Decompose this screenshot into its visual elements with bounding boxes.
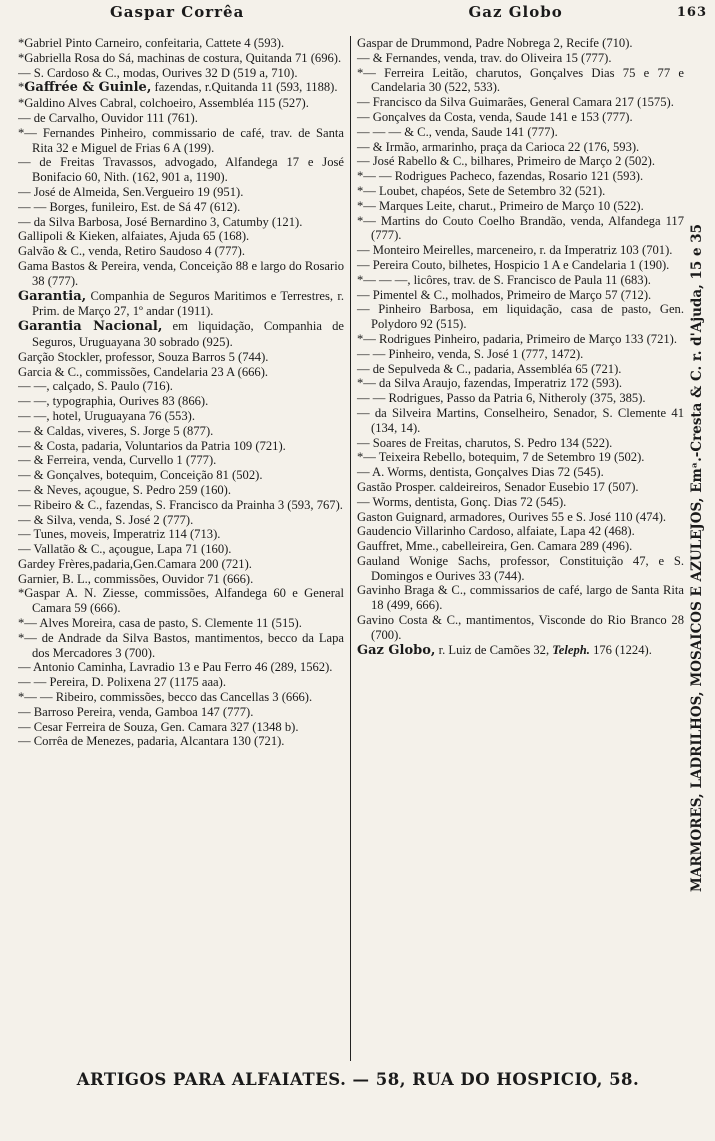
directory-entry [18, 557, 344, 572]
entry-text: — & Fernandes, venda, trav. do Oliveira 15 (777). [357, 50, 612, 65]
directory-entry [357, 643, 684, 659]
entry-text: — Rodrigues Pinheiro, padaria, Primeiro de Março 133 (721). [363, 331, 678, 346]
entry-mark: * [18, 36, 25, 50]
entry-text: Teleph. [552, 642, 590, 657]
directory-entry [357, 66, 684, 96]
directory-entry [18, 111, 344, 126]
directory-entry [18, 453, 344, 468]
entry-text: — Tunes, moveis, Imperatriz 114 (713). [18, 527, 221, 542]
directory-entry [357, 480, 684, 495]
directory-entry [18, 572, 344, 587]
directory-entry [357, 495, 684, 510]
entry-text: Gaspar A. N. Ziesse, commissões, Alfandega 60 e General Camara 59 (666). [24, 586, 344, 616]
entry-bold-name: Garantia, [18, 288, 87, 304]
entry-text: — Loubet, chapéos, Sete de Setembro 32 (521). [363, 183, 606, 198]
directory-entry [18, 66, 344, 81]
entry-text: Gauland Wonige Sachs, professor, Constituição 47, e S. Domingos e Ourives 33 (744). [357, 553, 684, 583]
directory-entry [357, 376, 684, 391]
entry-text: — —, calçado, S. Paulo (716). [18, 379, 173, 394]
entry-text: — —, hotel, Uruguayana 76 (553). [18, 408, 195, 423]
entry-text: — Pinheiro Barbosa, em liquidação, casa de pasto, Gen. Polydoro 92 (515). [357, 302, 684, 332]
directory-entry [18, 631, 344, 661]
entry-bold-name: Gaz Globo, [357, 642, 436, 658]
entry-text: — Cesar Ferreira de Souza, Gen. Camara 327 (1348 b). [18, 719, 299, 734]
entry-bold-name: Gaffrée & Guinle, [24, 80, 152, 96]
page-header [20, 2, 707, 22]
directory-entry [357, 406, 684, 436]
directory-columns [18, 36, 684, 1061]
entry-text: — — Rodrigues, Passo da Patria 6, Nitheroly (375, 385). [357, 391, 646, 406]
entry-text: — da Silva Barbosa, José Bernardino 3, Catumby (121). [18, 214, 303, 229]
entry-text: — —, typographia, Ourives 83 (866). [18, 394, 209, 409]
directory-entry [357, 51, 684, 66]
entry-mark: * [357, 272, 364, 287]
directory-entry [357, 184, 684, 199]
entry-mark: * [18, 586, 25, 601]
entry-text: — Barroso Pereira, venda, Gamboa 147 (777). [18, 704, 254, 719]
entry-text: — — Pinheiro, venda, S. José 1 (777, 1472). [357, 346, 584, 361]
directory-entry [357, 273, 684, 288]
entry-text: — — Ribeiro, commissões, becco das Cancellas 3 (666). [24, 690, 313, 705]
entry-text: Companhia de Seguros Maritimos e Terrestres, r. Prim. de Março 27, 1º andar (1911). [32, 288, 344, 319]
directory-entry [357, 510, 684, 525]
directory-entry [357, 36, 684, 51]
entry-text: — & Silva, venda, S. José 2 (777). [18, 512, 194, 527]
side-advertisement-text: MARMORES, LADRILHOS, MOSAICOS E AZULEJOS, Emᵃ.-Cresta & C. r. d'Ajuda, 15 e 35 [689, 223, 705, 893]
entry-text: Gavino Costa & C., mantimentos, Visconde do Rio Branco 28 (700). [357, 613, 684, 642]
entry-text: Gabriel Pinto Carneiro, confeitaria, Cattete 4 (593). [24, 36, 285, 50]
directory-entry [357, 583, 684, 613]
directory-entry [18, 394, 344, 409]
entry-text: Galvão & C., venda, Retiro Saudoso 4 (777). [18, 244, 246, 259]
directory-entry [18, 439, 344, 454]
entry-text: Garção Stockler, professor, Souza Barros 5 (744). [18, 349, 269, 364]
directory-entry [18, 513, 344, 528]
entry-text: Gaspar de Drummond, Padre Nobrega 2, Recife (710). [357, 36, 633, 50]
entry-text: — Fernandes Pinheiro, commissario de café, trav. de Santa Rita 32 e Miguel de Frias 6 A (199). [24, 125, 344, 155]
directory-entry [18, 350, 344, 365]
directory-entry [18, 51, 344, 66]
entry-text: Gaudencio Villarinho Cardoso, alfaiate, Lapa 42 (468). [357, 524, 635, 539]
directory-entry [18, 155, 344, 185]
entry-bold-name: Garantia Nacional, [18, 319, 163, 335]
entry-text: em liquidação, Companhia de Seguros, Uruguayana 30 sobrado (925). [32, 319, 344, 349]
entry-text: — — —, licôres, trav. de S. Francisco de Paula 11 (683). [363, 272, 651, 287]
entry-text: — — — & C., venda, Saude 141 (777). [357, 124, 558, 139]
entry-text: fazendas, r.Quitanda 11 (593, 1188). [151, 80, 338, 95]
directory-entry [357, 258, 684, 273]
entry-text: — de Freitas Travassos, advogado, Alfandega 17 e José Bonifacio 60, Nith. (162, 901 a, 1190). [18, 155, 344, 185]
directory-entry [357, 140, 684, 155]
entry-text: — Pereira Couto, bilhetes, Hospicio 1 A e Candelaria 1 (190). [357, 257, 670, 272]
entry-text: — de Andrade da Silva Bastos, mantimentos, becco da Lapa dos Mercadores 3 (700). [24, 630, 344, 660]
entry-text: — Soares de Freitas, charutos, S. Pedro 134 (522). [357, 435, 613, 450]
page-number: 163 [676, 4, 707, 20]
directory-entry [18, 720, 344, 735]
directory-entry [18, 244, 344, 259]
entry-text: — Antonio Caminha, Lavradio 13 e Pau Ferro 46 (289, 1562). [18, 660, 333, 675]
entry-text: Gama Bastos & Pereira, venda, Conceição 88 e largo do Rosario 38 (777). [18, 258, 344, 288]
directory-entry [18, 96, 344, 111]
directory-entry [357, 362, 684, 377]
directory-entry [18, 734, 344, 749]
entry-text: — & Gonçalves, botequim, Conceição 81 (502). [18, 468, 263, 483]
directory-entry [18, 379, 344, 394]
directory-entry [18, 616, 344, 631]
entry-text: — A. Worms, dentista, Gonçalves Dias 72 (545). [357, 465, 604, 480]
directory-entry [18, 468, 344, 483]
entry-text: Gastão Prosper. caldeireiros, Senador Eusebio 17 (507). [357, 479, 639, 494]
entry-text: r. Luiz de Camões 32, [435, 642, 553, 657]
directory-entry [357, 450, 684, 465]
entry-text: — — Borges, funileiro, Est. de Sá 47 (612). [18, 199, 241, 214]
directory-entry [18, 542, 344, 557]
directory-entry [357, 302, 684, 332]
entry-text: — Vallatão & C., açougue, Lapa 71 (160). [18, 542, 232, 557]
directory-entry [357, 524, 684, 539]
entry-text: — & Caldas, viveres, S. Jorge 5 (877). [18, 423, 214, 438]
directory-entry [357, 465, 684, 480]
directory-entry [18, 705, 344, 720]
directory-entry [18, 498, 344, 513]
directory-entry [357, 243, 684, 258]
entry-text: — Ribeiro & C., fazendas, S. Francisco da Prainha 3 (593, 767). [18, 497, 343, 512]
directory-entry [357, 347, 684, 362]
entry-text: — S. Cardoso & C., modas, Ourives 32 D (519 a, 710). [18, 65, 298, 80]
entry-text: — Francisco da Silva Guimarães, General Camara 217 (1575). [357, 95, 674, 110]
entry-text: — & Neves, açougue, S. Pedro 259 (160). [18, 482, 232, 497]
directory-entry [357, 95, 684, 110]
directory-entry [357, 539, 684, 554]
directory-entry [18, 289, 344, 320]
entry-text: Gaston Guignard, armadores, Ourives 55 e S. José 110 (474). [357, 509, 667, 524]
entry-text: — Teixeira Rebello, botequim, 7 de Setembro 19 (502). [363, 450, 645, 465]
left-column [18, 36, 351, 1061]
entry-text: — Alves Moreira, casa de pasto, S. Clemente 11 (515). [24, 616, 302, 631]
entry-text: — José de Almeida, Sen.Vergueiro 19 (951). [18, 184, 244, 199]
entry-text: — Pimentel & C., molhados, Primeiro de Março 57 (712). [357, 287, 652, 302]
directory-entry [18, 319, 344, 350]
entry-text: — Gonçalves da Costa, venda, Saude 141 e 153 (777). [357, 109, 633, 124]
directory-entry [357, 110, 684, 125]
directory-entry [357, 613, 684, 643]
directory-entry [18, 185, 344, 200]
entry-text: — de Carvalho, Ouvidor 111 (761). [18, 110, 198, 125]
directory-entry [357, 391, 684, 406]
directory-entry [18, 527, 344, 542]
entry-mark: * [357, 169, 364, 184]
entry-text: — & Ferreira, venda, Curvello 1 (777). [18, 453, 217, 468]
entry-text: Gardey Frères,padaria,Gen.Camara 200 (721). [18, 556, 252, 571]
directory-entry [18, 229, 344, 244]
entry-text: 176 (1224). [589, 642, 652, 657]
entry-text: Gabriella Rosa do Sá, machinas de costura, Quitanda 71 (696). [24, 50, 342, 65]
directory-entry [18, 409, 344, 424]
entry-mark: * [18, 80, 25, 95]
directory-entry [18, 675, 344, 690]
directory-entry [357, 199, 684, 214]
entry-mark: * [357, 65, 364, 80]
entry-mark: * [18, 616, 25, 631]
entry-mark: * [18, 96, 25, 111]
entry-text: Gauffret, Mme., cabelleireira, Gen. Camara 289 (496). [357, 539, 633, 554]
entry-text: — Marques Leite, charut., Primeiro de Março 10 (522). [363, 198, 644, 213]
entry-text: — Corrêa de Menezes, padaria, Alcantara 130 (721). [18, 734, 285, 749]
directory-entry [18, 215, 344, 230]
entry-text: — — Rodrigues Pacheco, fazendas, Rosario 121 (593). [363, 169, 644, 184]
directory-entry [357, 554, 684, 584]
entry-text: — José Rabello & C., bilhares, Primeiro de Março 2 (502). [357, 154, 655, 169]
entry-text: Garcia & C., commissões, Candelaria 23 A (666). [18, 364, 269, 379]
entry-mark: * [357, 450, 364, 465]
entry-text: — & Costa, padaria, Voluntarios da Patria 109 (721). [18, 438, 286, 453]
right-column [351, 36, 684, 1061]
entry-mark: * [18, 50, 25, 65]
header-left-guide-word: Gaspar Corrêa [110, 3, 245, 21]
directory-entry [357, 214, 684, 244]
entry-mark: * [357, 331, 364, 346]
directory-entry [18, 660, 344, 675]
side-advertisement [682, 78, 710, 1038]
directory-entry [357, 332, 684, 347]
directory-entry [18, 126, 344, 156]
entry-text: — da Silva Araujo, fazendas, Imperatriz 172 (593). [363, 376, 623, 391]
entry-mark: * [357, 183, 364, 198]
directory-entry [357, 288, 684, 303]
entry-mark: * [357, 198, 364, 213]
directory-entry [18, 586, 344, 616]
entry-text: Galdino Alves Cabral, colchoeiro, Assembléa 115 (527). [24, 96, 309, 111]
entry-text: Gallipoli & Kieken, alfaiates, Ajuda 65 (168). [18, 229, 250, 244]
directory-entry [18, 259, 344, 289]
entry-mark: * [18, 125, 25, 140]
header-right-guide-word: Gaz Globo [468, 3, 563, 21]
entry-text: — Martins do Couto Coelho Brandão, venda, Alfandega 117 (777). [363, 213, 684, 243]
directory-entry [18, 200, 344, 215]
directory-entry [18, 424, 344, 439]
directory-entry [18, 483, 344, 498]
directory-entry [357, 169, 684, 184]
footer-advertisement: ARTIGOS PARA ALFAIATES. — 58, RUA DO HOSPICIO, 58. [76, 1070, 640, 1089]
entry-text: Garnier, B. L., commissões, Ouvidor 71 (666). [18, 571, 254, 586]
entry-text: — & Irmão, armarinho, praça da Carioca 22 (176, 593). [357, 139, 640, 154]
directory-entry [357, 125, 684, 140]
entry-text: — de Sepulveda & C., padaria, Assembléa 65 (721). [357, 361, 622, 376]
entry-text: — Monteiro Meirelles, marceneiro, r. da Imperatriz 103 (701). [357, 243, 673, 258]
entry-mark: * [18, 630, 25, 645]
directory-entry [18, 80, 344, 96]
entry-text: Gavinho Braga & C., commissarios de café, largo de Santa Rita 18 (499, 666). [357, 583, 684, 613]
directory-entry [357, 436, 684, 451]
entry-text: — Ferreira Leitão, charutos, Gonçalves Dias 75 e 77 e Candelaria 30 (522, 533). [363, 65, 684, 95]
entry-text: — da Silveira Martins, Conselheiro, Senador, S. Clemente 41 (134, 14). [357, 405, 684, 435]
directory-entry [18, 365, 344, 380]
directory-entry [18, 36, 344, 51]
directory-entry [357, 154, 684, 169]
entry-text: — Worms, dentista, Gonç. Dias 72 (545). [357, 494, 567, 509]
entry-mark: * [18, 690, 25, 705]
entry-mark: * [357, 213, 364, 228]
entry-mark: * [357, 376, 364, 391]
directory-entry [18, 690, 344, 705]
entry-text: — — Pereira, D. Polixena 27 (1175 aaa). [18, 675, 226, 690]
